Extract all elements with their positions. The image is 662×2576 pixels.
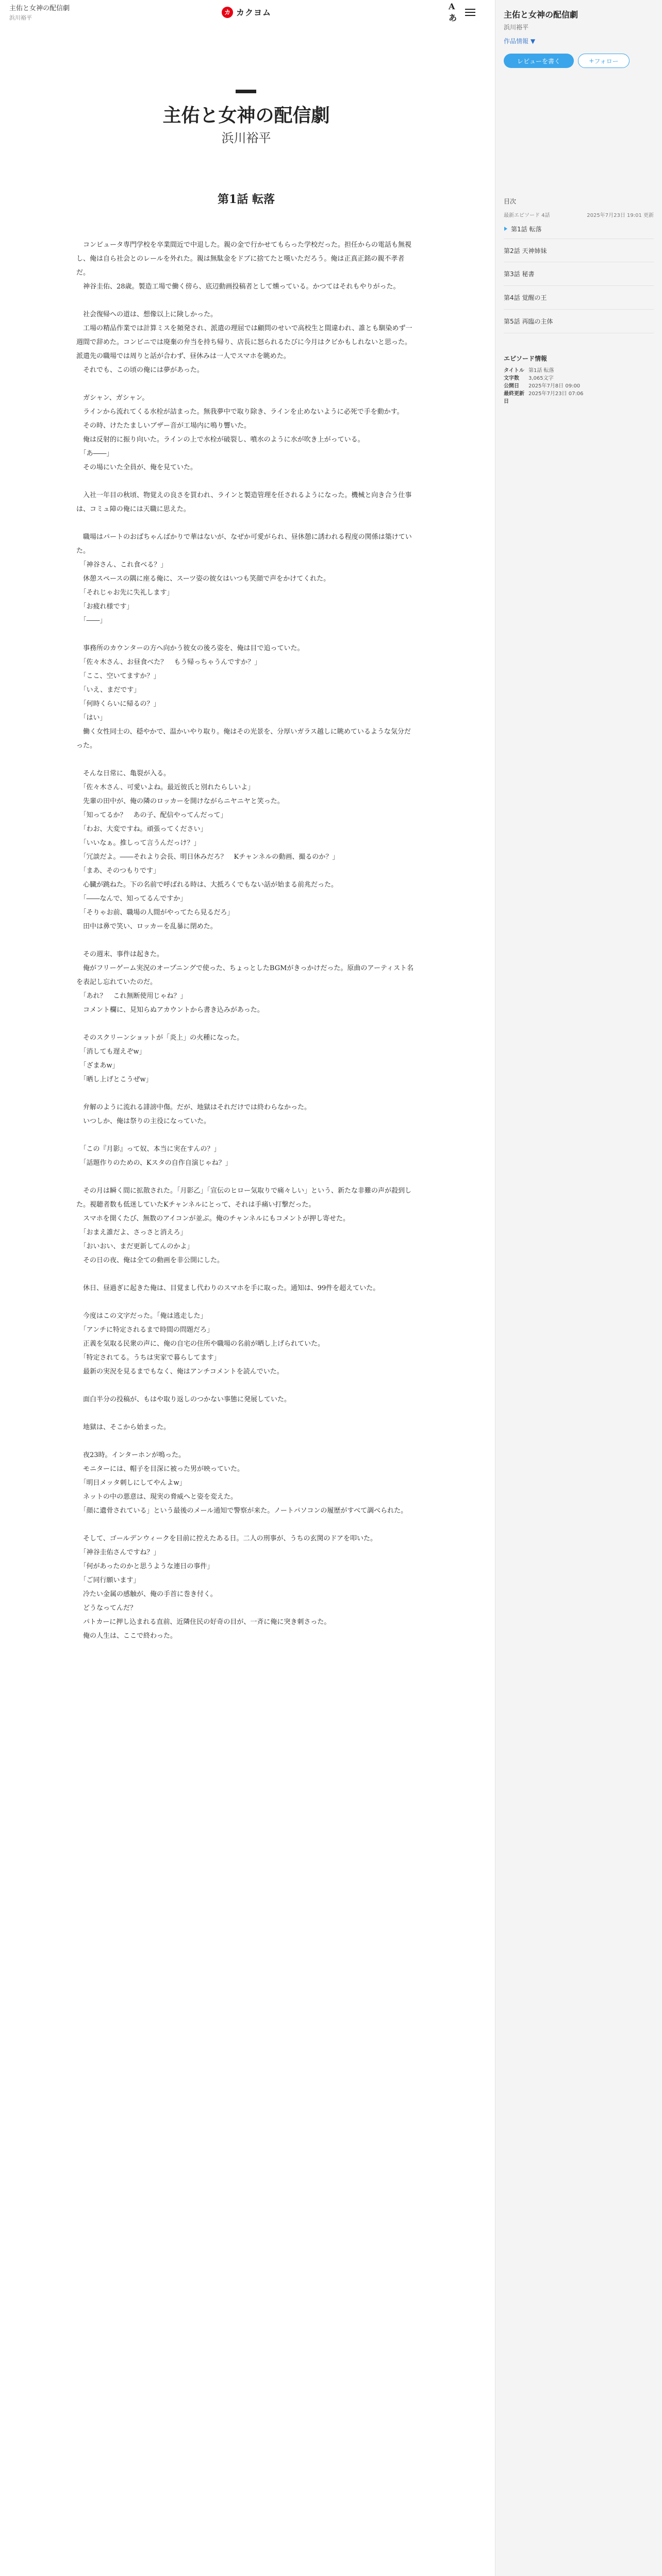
body-paragraph: 「特定されてる。うちは実家で暮らしてます」 bbox=[76, 1354, 221, 1362]
sidebar-episode-item[interactable]: 第3話 秘書 bbox=[504, 262, 654, 286]
body-paragraph: 正義を気取る民衆の声に、俺の自宅の住所や職場の名前が晒し上げられていた。 bbox=[76, 1340, 325, 1348]
info-value: 2025年7月23日 07:06 bbox=[528, 391, 584, 397]
body-paragraph: 心臓が跳ねた。下の名前で呼ばれる時は、大抵ろくでもない話が始まる前兆だった。 bbox=[76, 881, 338, 889]
follow-label: フォロー bbox=[594, 57, 619, 65]
body-paragraph: いつしか、俺は祭りの主役になっていた。 bbox=[76, 1117, 211, 1125]
episode-info-title: エピソード情報 bbox=[504, 355, 548, 362]
episode-info-row bbox=[504, 382, 654, 390]
body-paragraph: その場にいた全員が、俺を見ていた。 bbox=[76, 464, 197, 471]
logo-mark-icon: カ bbox=[222, 7, 233, 18]
body-paragraph: 「神谷さん、これ食べる？」 bbox=[76, 561, 168, 569]
body-paragraph: 俺の人生は、ここで終わった。 bbox=[76, 1632, 177, 1640]
body-paragraph: 「何時くらいに帰るの？」 bbox=[76, 700, 160, 708]
body-paragraph: 「消しても遅えぞw」 bbox=[76, 1048, 146, 1056]
body-paragraph bbox=[76, 1128, 417, 1142]
body-paragraph: 「わお、大変ですね。頑張ってください」 bbox=[76, 825, 207, 833]
body-paragraph: 「佐々木さん、お昼食べた？ もう帰っちゃうんですか？」 bbox=[76, 658, 261, 666]
topbar-work-title[interactable]: 主佑と女神の配信劇 bbox=[9, 5, 70, 12]
body-paragraph: 最新の実況を見るまでもなく、俺はアンチコメントを読んでいた。 bbox=[76, 1368, 284, 1376]
body-paragraph bbox=[76, 1087, 417, 1100]
info-value: 2025年7月8日 09:00 bbox=[528, 383, 581, 389]
body-paragraph bbox=[76, 934, 417, 947]
sidebar-author[interactable]: 浜川裕平 bbox=[504, 24, 529, 31]
body-paragraph bbox=[76, 1017, 417, 1031]
body-paragraph bbox=[76, 1518, 417, 1532]
body-paragraph: 冷たい金属の感触が、俺の手首に巻き付く。 bbox=[76, 1590, 217, 1598]
body-paragraph: 俺は反射的に振り向いた。ラインの上で水栓が破裂し、噴水のように水が吹き上がっている。 bbox=[76, 436, 365, 444]
body-paragraph: 「あれ？ これ無断使用じゃね？」 bbox=[76, 992, 187, 1000]
body-paragraph: 「まあ、そのつもりです」 bbox=[76, 867, 160, 875]
episode-info-row bbox=[504, 375, 654, 382]
body-paragraph: その時、けたたましいブザー音が工場内に鳴り響いた。 bbox=[76, 422, 251, 430]
body-paragraph: その週末、事件は起きた。 bbox=[76, 951, 164, 958]
body-paragraph: どうなってんだ？ bbox=[76, 1604, 137, 1612]
episode-title: 第1話 転落 bbox=[218, 193, 275, 206]
body-paragraph: 休日、昼過ぎに起きた俺は、目覚まし代わりのスマホを手に取った。通知は、99件を超えていた。 bbox=[76, 1284, 380, 1292]
body-paragraph: 「ここ、空いてますか？」 bbox=[76, 672, 160, 680]
body-paragraph: 「この『月影』って奴、本当に実在すんの？」 bbox=[76, 1145, 221, 1153]
body-paragraph: そんな日常に、亀裂が入る。 bbox=[76, 770, 171, 777]
sidebar-episode-item[interactable]: 第4話 覚醒の王 bbox=[504, 286, 654, 310]
info-key: 最終更新日 bbox=[504, 391, 524, 404]
body-paragraph: ガシャン、ガシャン。 bbox=[76, 394, 149, 402]
body-paragraph bbox=[76, 1295, 417, 1309]
current-episode[interactable] bbox=[504, 225, 654, 233]
body-paragraph: 「――なんで、知ってるんですか」 bbox=[76, 895, 187, 903]
sidebar-episode-item[interactable]: 第5話 再臨の主体 bbox=[504, 310, 654, 333]
body-paragraph: 「それじゃお先に失礼します」 bbox=[76, 589, 174, 597]
toc-label: 目次 bbox=[504, 198, 517, 205]
body-paragraph: 「お疲れ様です」 bbox=[76, 603, 134, 611]
review-button[interactable] bbox=[504, 54, 574, 68]
body-paragraph: 夜23時。インターホンが鳴った。 bbox=[76, 1451, 186, 1459]
body-paragraph: 働く女性同士の、穏やかで、温かいやり取り。俺はその光景を、分厚いガラス越しに眺めているような気分だった。 bbox=[76, 728, 411, 750]
body-paragraph: 「そりゃお前、職場の人間がやってたら見るだろ」 bbox=[76, 909, 234, 917]
toc-latest: 最新エピソード 4話 bbox=[504, 213, 550, 218]
body-paragraph: そして、ゴールデンウィークを目前に控えたある日。二人の刑事が、うちの玄関のドアを叩いた。 bbox=[76, 1535, 377, 1543]
info-key: タイトル bbox=[504, 368, 524, 374]
body-paragraph: 「何があったのかと思うような連日の事件」 bbox=[76, 1563, 214, 1570]
current-marker-icon bbox=[504, 226, 508, 233]
body-paragraph: 「話題作りのための、Kスタの自作自演じゃね？」 bbox=[76, 1159, 232, 1167]
body-paragraph bbox=[76, 1406, 417, 1420]
body-paragraph: 入社一年目の秋頃、物覚えの良さを買われ、ラインと製造管理を任されるようになった。機械と向き合う仕事は、コミュ障の俺には天職に思えた。 bbox=[76, 492, 412, 513]
sidebar-episode-item[interactable]: 第2話 天神姉妹 bbox=[504, 239, 654, 262]
body-paragraph: 「おいおい、まだ更新してんのかよ」 bbox=[76, 1243, 194, 1250]
logo-text: カクヨム bbox=[236, 8, 272, 18]
body-paragraph bbox=[76, 1434, 417, 1448]
body-paragraph: ラインから流れてくる水栓が詰まった。無我夢中で取り除き、ラインを止めないように必死で手を動かす。 bbox=[76, 408, 404, 416]
body-paragraph bbox=[76, 1379, 417, 1393]
sidebar-work-title[interactable]: 主佑と女神の配信劇 bbox=[504, 10, 578, 20]
sidebar bbox=[495, 0, 662, 2576]
body-paragraph: 「いいなぁ。推しって言うんだっけ？」 bbox=[76, 839, 201, 847]
episode-info-row bbox=[504, 367, 654, 375]
body-paragraph: 「顔に遺骨されている」という最後のメール通知で警察が来た。ノートパソコンの履歴がすべて調べられた。 bbox=[76, 1507, 408, 1515]
episode-info-row bbox=[504, 390, 654, 405]
work-title[interactable]: 主佑と女神の配信劇 bbox=[162, 105, 330, 126]
body-paragraph: 「晒し上げとこうぜw」 bbox=[76, 1076, 153, 1083]
body-paragraph: 「冗談だよ。――それより会長、明日休みだろ？ Kチャンネルの動画、撮るのか？」 bbox=[76, 853, 339, 861]
body-paragraph: 事務所のカウンターの方へ向かう彼女の後ろ姿を、俺は目で追っていた。 bbox=[76, 645, 304, 652]
menu-icon[interactable] bbox=[464, 6, 476, 19]
body-paragraph: 「アンチに特定されるまで時間の問題だろ」 bbox=[76, 1326, 213, 1334]
body-paragraph bbox=[76, 1267, 417, 1281]
body-paragraph: 工場の精品作業では計算ミスを頻発され、派遣の理屈では顧問のせいで高校生と間違われ、誰とも馴染めず一週間で辞めた。コンビニでは廃棄の弁当を持ち帰り、店長に怒られるたびに今月はクビかもしれないと思った。派遣先の職場では周りと話が合わず、昼休みは一人でスマホを眺めた。 bbox=[76, 325, 412, 360]
body-paragraph bbox=[76, 294, 417, 308]
body-paragraph bbox=[76, 516, 417, 530]
body-paragraph: その日の夜、俺は全ての動画を非公開にした。 bbox=[76, 1257, 224, 1264]
body-paragraph: 先輩の田中が、俺の隣のロッカーを開けながらニヤニヤと笑った。 bbox=[76, 798, 284, 805]
work-info-toggle[interactable]: 作品情報 ▼ bbox=[504, 38, 536, 45]
current-episode-label: 第1話 転落 bbox=[511, 226, 542, 233]
body-paragraph bbox=[76, 753, 417, 767]
body-paragraph: 「ざまあw」 bbox=[76, 1062, 119, 1070]
body-paragraph: スマホを開くたび、無数のアイコンが並ぶ。俺のチャンネルにもコメントが押し寄せた。 bbox=[76, 1215, 350, 1223]
body-paragraph: その月は瞬く間に拡散された。「月影乙」「宣伝のヒロー気取りで痛々しい」という、新たな非難の声が殺到した。視聴者数も低迷していたKチャンネルにとって、それは手痛い打撃だった。 bbox=[76, 1187, 412, 1209]
body-paragraph: パトカーに押し込まれる直前、近隣住民の好奇の目が、一斉に俺に突き刺さった。 bbox=[76, 1618, 331, 1626]
body-paragraph: 地獄は、そこから始まった。 bbox=[76, 1423, 171, 1431]
body-paragraph: 神谷圭佑、28歳。製造工場で働く傍ら、底辺動画投稿者として燻っている。かつてはそれもやりがった。 bbox=[76, 283, 400, 291]
body-paragraph: 「あ――」 bbox=[76, 450, 113, 457]
top-bar bbox=[0, 0, 495, 25]
topbar-work-author[interactable]: 浜川裕平 bbox=[9, 14, 32, 21]
body-paragraph: 田中は鼻で笑い、ロッカーを乱暴に閉めた。 bbox=[76, 923, 217, 930]
episode-list bbox=[504, 239, 654, 333]
body-paragraph: 「ご同行願います」 bbox=[76, 1577, 140, 1584]
body-paragraph: モニターには、帽子を目深に被った男が映っていた。 bbox=[76, 1465, 244, 1473]
text-settings-button[interactable]: Aあ bbox=[449, 2, 457, 23]
info-value: 第1話 転落 bbox=[528, 368, 554, 374]
plus-icon: + bbox=[589, 57, 594, 64]
title-decoration-bar bbox=[236, 90, 256, 93]
body-paragraph: 休憩スペースの隅に座る俺に、スーツ姿の彼女はいつも笑顔で声をかけてくれた。 bbox=[76, 575, 330, 583]
info-key: 文字数 bbox=[504, 376, 519, 381]
body-paragraph: 「佐々木さん、可愛いよね。最近彼氏と別れたらしいよ」 bbox=[76, 784, 255, 791]
body-paragraph: 社会復帰への道は、想像以上に険しかった。 bbox=[76, 311, 218, 318]
body-paragraph bbox=[76, 628, 417, 641]
body-paragraph: 「おまえ誰だよ、さっさと消えろ」 bbox=[76, 1229, 187, 1236]
body-paragraph: 職場はパートのおばちゃんばかりで華はないが、なぜか可愛がられ、昼休憩に誘われる程度の関係は築けていた。 bbox=[76, 533, 412, 555]
info-key: 公開日 bbox=[504, 383, 519, 389]
body-paragraph: 「はい」 bbox=[76, 714, 107, 722]
follow-button[interactable] bbox=[578, 54, 630, 68]
body-paragraph: 「――」 bbox=[76, 617, 107, 624]
body-paragraph: 「神谷圭佑さんですね？」 bbox=[76, 1549, 160, 1556]
body-paragraph: 「いえ、まだです」 bbox=[76, 686, 141, 694]
body-paragraph: 今度はこの文字だった。「俺は逃走した」 bbox=[76, 1312, 207, 1320]
review-label: レビューを書く bbox=[517, 57, 560, 65]
body-paragraph: 「知ってるか？ あの子、配信やってんだって」 bbox=[76, 811, 227, 819]
body-paragraph: 弁解のように流れる誹謗中傷。だが、地獄はそれだけでは終わらなかった。 bbox=[76, 1104, 311, 1111]
info-value: 3,065文字 bbox=[528, 376, 554, 381]
episode-info bbox=[495, 354, 662, 405]
body-paragraph: コメント欄に、見知らぬアカウントから書き込みがあった。 bbox=[76, 1006, 264, 1014]
body-paragraph: 「明日メッタ刺しにしてやんよw」 bbox=[76, 1479, 186, 1487]
episode-body bbox=[76, 238, 417, 1643]
body-paragraph bbox=[76, 1170, 417, 1184]
kakuyomu-logo[interactable] bbox=[222, 6, 271, 18]
body-paragraph bbox=[76, 377, 417, 391]
body-paragraph: ネットの中の悪意は、現実の脅威へと姿を変えた。 bbox=[76, 1493, 238, 1501]
body-paragraph: コンビュータ専門学校を卒業間近で中退した。親の金で行かせてもらった学校だった。担任からの電話も無視し、俺は自ら社会とのレールを外れた。親は無駄金をドブに捨てたと嘆いただろう。俺は正真正銘の親不孝者だ。 bbox=[76, 241, 412, 277]
toc-updated: 2025年7月23日 19:01 更新 bbox=[587, 213, 654, 218]
body-paragraph: 面白半分の投稿が、もはや取り返しのつかない事態に発展していた。 bbox=[76, 1396, 291, 1403]
body-paragraph: そのスクリーンショットが「炎上」の火種になった。 bbox=[76, 1034, 244, 1042]
body-paragraph: 俺がフリーゲーム実況のオープニングで使った、ちょっとしたBGMがきっかけだった。原曲のアーティスト名を表記し忘れていたのだ。 bbox=[76, 964, 413, 986]
body-paragraph bbox=[76, 474, 417, 488]
work-author[interactable]: 浜川裕平 bbox=[221, 131, 271, 145]
body-paragraph: それでも、この頃の俺には夢があった。 bbox=[76, 366, 204, 374]
